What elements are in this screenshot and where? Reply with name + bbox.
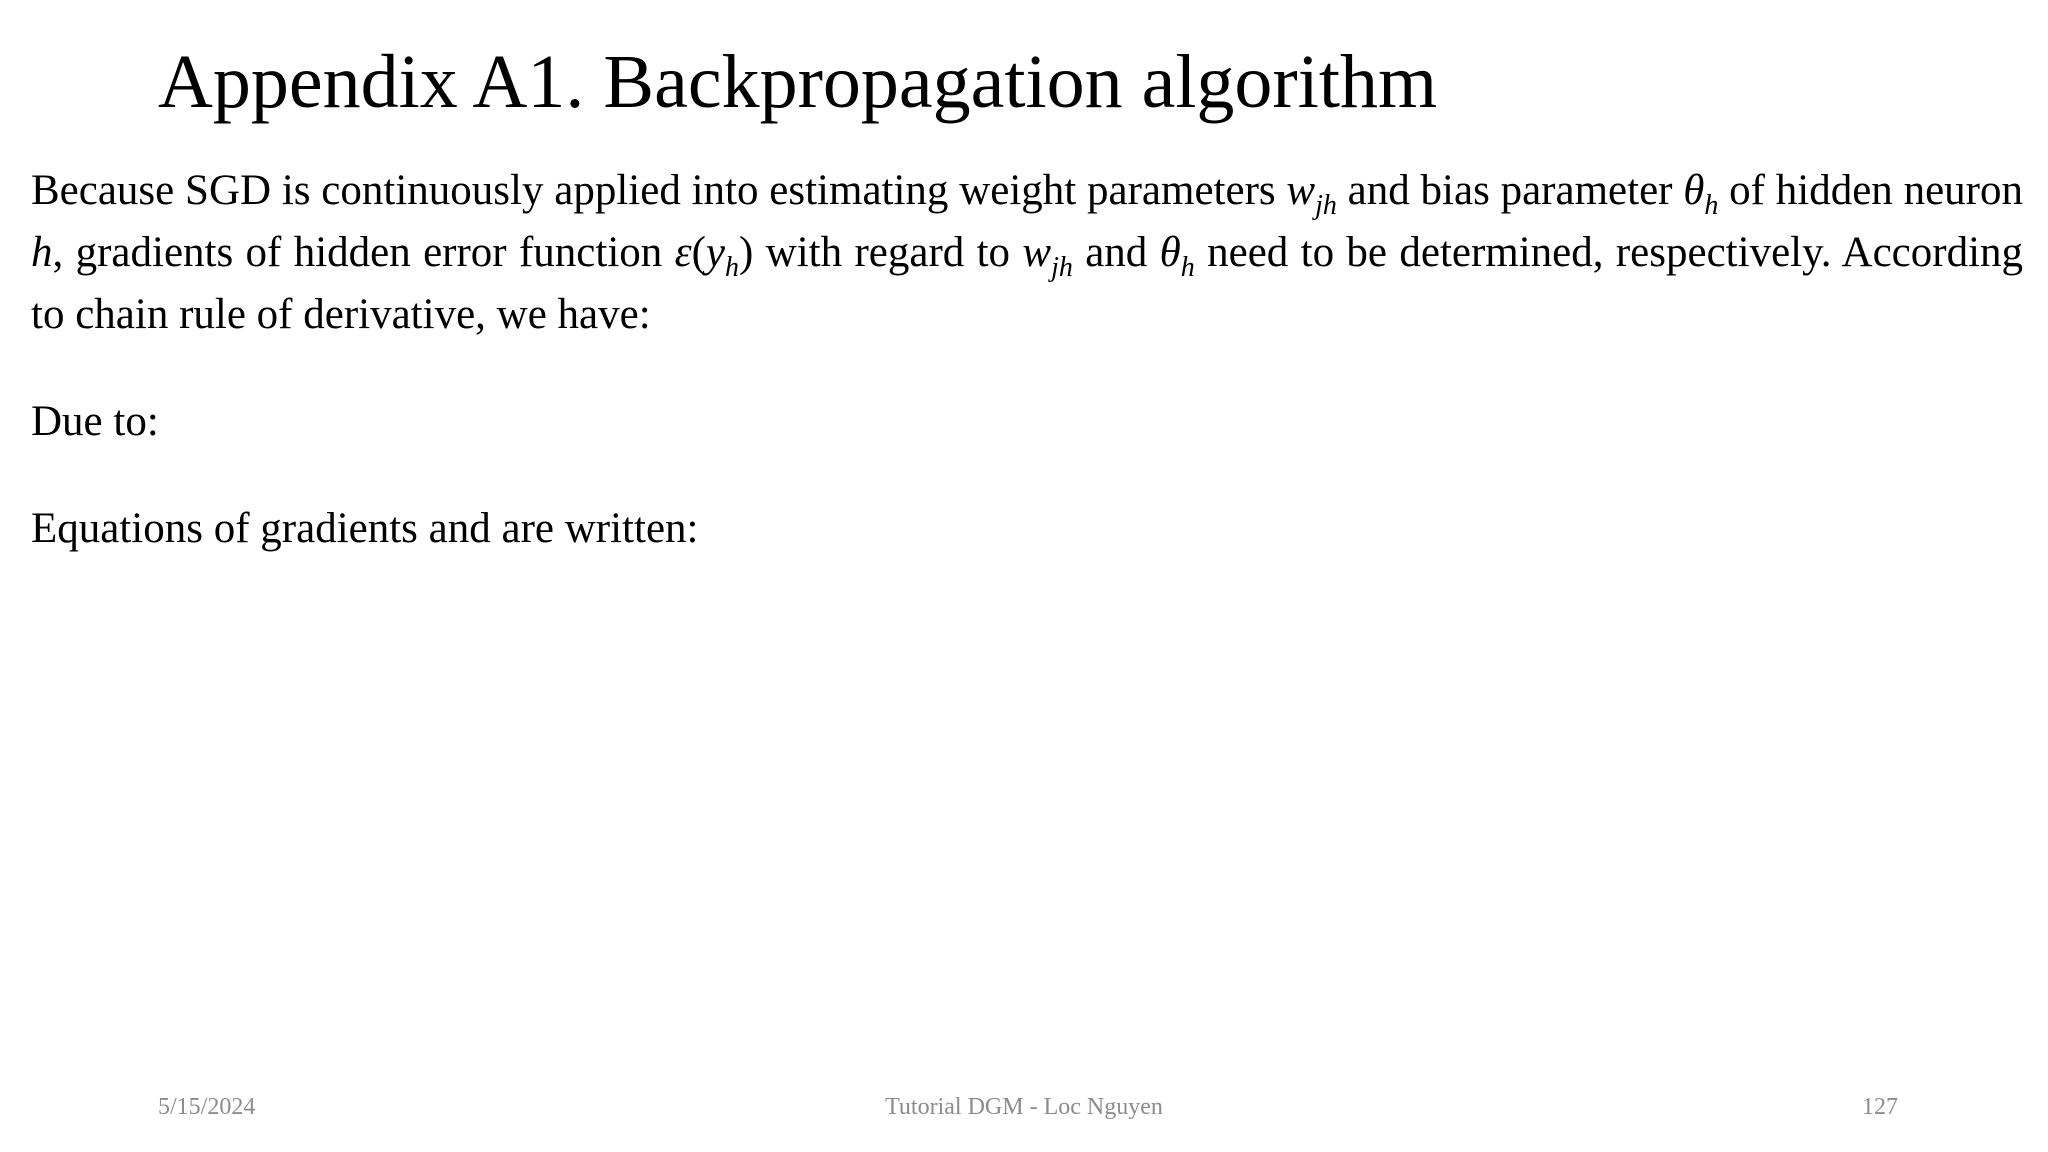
var-theta: θ [1683, 167, 1705, 214]
footer-title: Tutorial DGM - Loc Nguyen [885, 1094, 1163, 1120]
var-y: y [705, 229, 725, 276]
paragraph-intro [31, 160, 2023, 346]
intro-text-2: and bias parameter [1336, 167, 1684, 214]
slide-body [31, 160, 2023, 560]
var-theta-2-subscript: h [1180, 252, 1195, 283]
var-epsilon: ε [674, 229, 692, 276]
footer-page-number: 127 [1862, 1094, 1898, 1120]
var-w-subscript: jh [1315, 190, 1337, 221]
var-w: w [1286, 167, 1316, 214]
paragraph-equations: Equations of gradients and are written: [31, 505, 699, 552]
intro-text-5: with regard to [753, 229, 1023, 276]
footer-date: 5/15/2024 [158, 1094, 256, 1120]
var-h: h [31, 229, 53, 276]
intro-text-3: of hidden neuron [1718, 167, 2023, 214]
var-theta-2: θ [1159, 229, 1181, 276]
paragraph-due-to: Due to: [31, 398, 159, 445]
intro-text-1: Because SGD is continuously applied into estimating weight parameters [31, 167, 1287, 214]
var-w-2: w [1022, 229, 1052, 276]
slide-title: Appendix A1. Backpropagation algorithm [158, 40, 1438, 124]
intro-text-6: and [1072, 229, 1160, 276]
intro-text-4: , gradients of hidden error function [52, 229, 675, 276]
close-paren: ) [739, 229, 754, 276]
open-paren: ( [691, 229, 706, 276]
var-theta-subscript: h [1704, 190, 1719, 221]
var-y-subscript: h [725, 252, 739, 283]
var-w-2-subscript: jh [1051, 252, 1073, 283]
intro-text-7: need to be determined, respectively. According to chain rule of derivative, we have: [31, 229, 2024, 338]
